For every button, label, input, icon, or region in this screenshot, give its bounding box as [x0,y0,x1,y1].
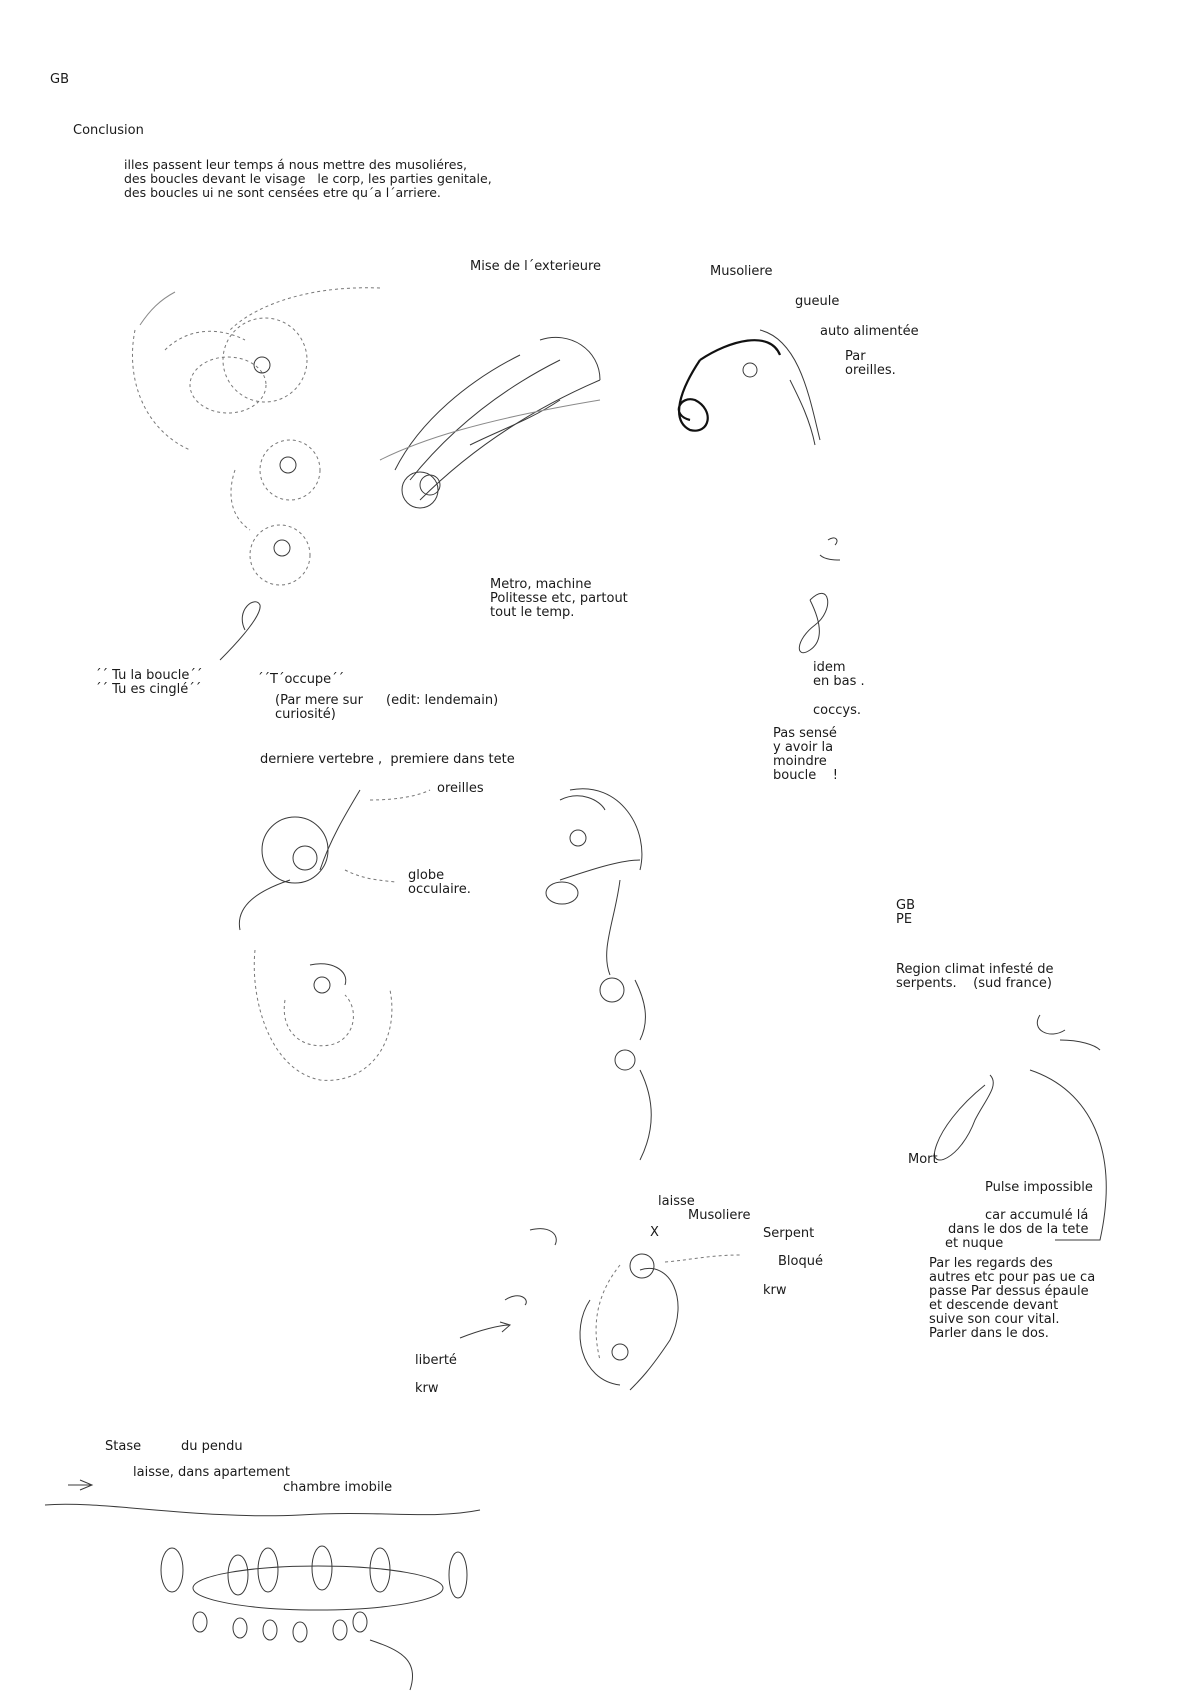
note-car-accumule-3: et nuque [945,1236,1004,1251]
note-metro-1: Metro, machine [490,577,592,592]
serpent-loop-sketch [460,1229,740,1390]
note-par-mere-2: curiosité) [275,707,336,722]
note-globe-2: occulaire. [408,882,471,897]
note-oreilles: oreilles [437,781,484,796]
note-idem-1: idem [813,660,846,675]
flowing-hair-sketch [380,337,600,508]
note-region-1: Region climat infesté de [896,962,1054,977]
note-x-mark: X [650,1225,659,1240]
note-oreilles-par: oreilles. [845,363,896,378]
note-globe-1: globe [408,868,445,883]
note-regards-1: Par les regards des [929,1256,1053,1271]
note-regards-6: Parler dans le dos. [929,1326,1049,1341]
note-regards-4: et descende devant [929,1298,1059,1313]
note-gb: GB [896,898,915,913]
musoliere-sketch [679,330,820,445]
note-laisse-apartement: laisse, dans apartement [133,1465,290,1480]
figure-eight-sketch [799,538,840,653]
note-derniere-vertebre: derniere vertebre , premiere dans tete [260,752,515,767]
swirl-sketch-chain [220,440,320,660]
note-liberte: liberté [415,1353,457,1368]
note-car-accumule-2: dans le dos de la tete [948,1222,1089,1237]
quote-tu-es-cingle: ´´ Tu es cinglé´´ [95,682,202,697]
note-regards-2: autres etc pour pas ue ca [929,1270,1096,1285]
note-bloque: Bloqué [778,1254,823,1269]
note-gueule: gueule [795,294,840,309]
note-musoliere-2: Musoliere [688,1208,751,1223]
note-musoliere: Musoliere [710,264,773,279]
note-pe: PE [896,912,913,927]
note-laisse: laisse [658,1194,695,1209]
intro-line-2: des boucles devant le visage le corp, les parties genitale, [124,171,492,186]
intro-line-1: illes passent leur temps á nous mettre des musoliéres, [124,157,467,172]
note-par-mere-1: (Par mere sur [275,693,363,708]
note-chambre-imobile: chambre imobile [283,1480,393,1495]
note-car-accumule-1: car accumulé lá [985,1208,1089,1223]
hanging-loops-sketch [45,1480,480,1690]
note-regards-3: passe Par dessus épaule [929,1284,1089,1299]
note-pulse: Pulse impossible [985,1180,1093,1195]
page-title: Conclusion [73,123,144,138]
note-pas-sense-2: y avoir la [773,740,834,755]
note-pas-sense-1: Pas sensé [773,726,837,741]
header-code: GB [50,72,69,87]
spiral-sketch-vertebrae [239,790,430,1080]
quote-tu-la-boucle: ´´ Tu la boucle´´ [95,668,203,683]
note-mise-exterieure: Mise de l´exterieure [470,259,602,274]
note-auto-alimentee: auto alimentée [820,324,919,339]
note-idem-2: en bas . [813,674,865,689]
note-pas-sense-4: boucle ! [773,768,838,783]
note-krw-1: krw [763,1283,787,1298]
note-regards-5: suive son cour vital. [929,1312,1060,1327]
note-edit: (edit: lendemain) [386,693,499,708]
note-metro-3: tout le temp. [490,605,575,620]
note-coccys: coccys. [813,703,861,718]
swirl-sketch-head [132,288,380,450]
note-par: Par [845,349,866,364]
note-krw-2: krw [415,1381,439,1396]
face-profile-sketch [546,789,651,1160]
snake-sketch [934,1015,1106,1240]
note-pas-sense-3: moindre [773,754,827,769]
note-region-2: serpents. (sud france) [896,976,1052,991]
note-stase: Stase [105,1439,142,1454]
note-metro-2: Politesse etc, partout [490,591,628,606]
intro-line-3: des boucles ui ne sont censées etre qu´a l´arriere. [124,185,441,200]
quote-toccupe: ´´T´occupe´´ [257,672,345,687]
note-mort: Mort [908,1152,938,1167]
note-du-pendu: du pendu [181,1439,243,1454]
note-serpent: Serpent [763,1226,815,1241]
